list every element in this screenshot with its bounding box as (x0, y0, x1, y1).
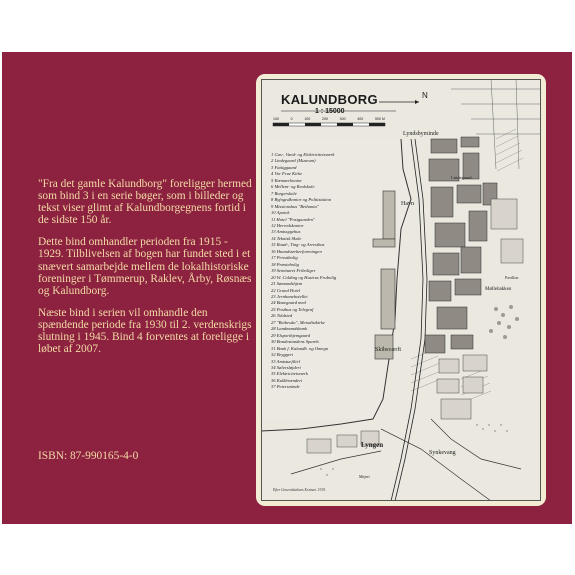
north-arrow-label: N (422, 91, 428, 100)
legend-entry: 36 Kalkbrænderi (271, 377, 303, 383)
isbn-label: ISBN: 87-990165-4-0 (38, 450, 139, 462)
legend-entry: 1 Gas-, Vand- og Elektricitetsværk (271, 152, 335, 157)
scale-tick: 100 (273, 117, 279, 121)
legend-entry: 3 Fattiggaard (271, 164, 297, 170)
legend-entry: 8 Byfogedkontor og Politistation (271, 197, 332, 203)
blurb-paragraph-2: Dette bind omhandler perioden fra 1915 - 1929. Tilblivelsen af bogen har fundet sted i et snævert samarbejde mellem de lokalhistoriske foreninger i Tømmerup, Raklev, Årby, Røsnæs og Kalundborg. (38, 236, 252, 297)
scale-tick: 300 (339, 117, 346, 121)
legend-entry: 30 Bondestandens Spareb. (271, 339, 320, 345)
place-label: Lyndsbyminde (403, 131, 439, 137)
place-label: Lyngen (361, 441, 384, 449)
place-label: Mejeri (359, 474, 370, 479)
legend-entry: 32 Bryggeri (271, 352, 294, 358)
blurb-paragraph-1: "Fra det gamle Kalundborg" foreligger hermed som bind 3 i en serie bøger, som i billeder og tekst viser glimt af Kalundborgegnens fortid i de sidste 150 år. (38, 178, 252, 227)
place-label: Skibsværft (375, 347, 402, 353)
map-legend (271, 152, 391, 391)
place-label: Lindegaard (451, 175, 472, 180)
legend-entry: 26 Toldsted (271, 313, 293, 319)
map-scale: 1 : 15000 (315, 108, 345, 115)
place-label: Havn (401, 201, 414, 207)
legend-entry: 12 Herredskontor (271, 222, 304, 228)
scale-tick: 400 (357, 117, 364, 121)
legend-entry: 4 Vor Frue Kirke (271, 171, 303, 177)
kalundborg-map (261, 79, 541, 501)
place-label: Møllebakken (485, 287, 512, 292)
legend-entry: 18 Præstebolig (271, 261, 299, 267)
place-label: Synkevang (429, 450, 456, 456)
legend-entry: 17 Privatbolig (271, 255, 298, 261)
legend-entry: 34 Sølvesløjderi (271, 364, 301, 370)
legend-entry: 6 Mellem- og Realskole (271, 184, 315, 190)
legend-entry: 20 W. Colding og Hustrus Frubolig (271, 274, 337, 280)
legend-entry: 15 Raad-, Ting- og Arresthus (271, 242, 325, 248)
legend-entry: 31 Bank f. Kalundb. og Omegn (271, 345, 329, 351)
legend-entry: 9 Missionshus "Bethania" (271, 203, 319, 209)
legend-entry: 33 Amtstuefiliel (271, 358, 300, 364)
legend-entry: 29 Elsporthjemgaard (271, 332, 311, 338)
legend-entry: 7 Borgerskole (271, 190, 297, 196)
map-credit: Efter Generalstabens Kortsæt. 1919. (273, 488, 326, 492)
legend-entry: 5 Kæmnerkontor (271, 177, 303, 183)
legend-entry: 16 Haandværkerforeningen (271, 248, 322, 254)
legend-entry: 23 Jernbanehotellet (271, 293, 308, 299)
back-cover-blurb (38, 178, 253, 365)
legend-entry: 10 Apotek (271, 210, 290, 216)
scale-tick: 200 (321, 117, 328, 121)
scale-bar-ticks (273, 117, 385, 121)
legend-entry: 19 Seminaret Friboliger (271, 268, 316, 274)
legend-entry: 11 Hotel "Postgaarden" (271, 216, 315, 222)
legend-entry: 21 Sømandshjem (271, 281, 303, 287)
blurb-paragraph-3: Næste bind i serien vil omhandle den spændende periode fra 1930 til 2. verdenskrigs slutning i 1945. Bind 4 forventes at foreligge i løbet af 2007. (38, 306, 252, 356)
scale-tick: 100 (304, 117, 311, 121)
legend-entry: 35 Elektricitetsværk (271, 371, 308, 377)
legend-entry: 27 "Bethesda", Metodistkirke (271, 319, 325, 325)
legend-entry: 14 Teknisk Skole (271, 235, 302, 241)
legend-entry: 2 Lindegaard (Museum) (271, 158, 316, 164)
scale-tick: 500 M (374, 117, 385, 121)
legend-entry: 22 Grand Hotel (271, 287, 301, 293)
map-title: KALUNDBORG (281, 92, 378, 107)
legend-entry: 13 Amtssygehus (271, 229, 301, 235)
legend-entry: 28 Landmandsbank (271, 326, 308, 332)
scale-tick: 0 (290, 117, 293, 121)
place-label: Pavillon (505, 275, 519, 280)
legend-entry: 25 Posthus og Telegraf (271, 306, 314, 312)
legend-entry: 37 Petersminde (271, 384, 300, 390)
legend-entry: 24 Banegaard med (271, 300, 306, 306)
